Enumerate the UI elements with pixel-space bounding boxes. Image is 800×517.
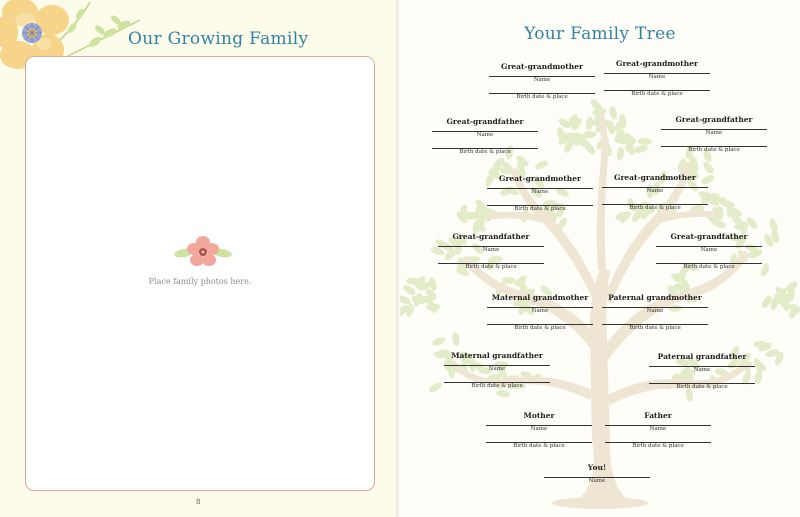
birth-caption: Birth date & place: [632, 443, 684, 449]
name-caption: Name: [488, 366, 506, 372]
leaf-icon: [608, 105, 618, 120]
name-caption: Name: [531, 189, 549, 195]
tree-entry: [656, 232, 762, 271]
leaf-icon: [633, 144, 648, 154]
relation-label: Great-grandfather: [446, 117, 524, 126]
tree-entry: [602, 293, 708, 332]
relation-label: Great-grandmother: [616, 59, 698, 68]
right-page: [400, 0, 800, 517]
leaf-icon: [534, 159, 550, 171]
tree-entry: [487, 174, 593, 213]
relation-label: Great-grandfather: [452, 232, 530, 241]
birth-caption: Birth date & place: [514, 206, 566, 212]
birth-caption: Birth date & place: [459, 149, 511, 155]
relation-label: Maternal grandmother: [491, 293, 589, 302]
relation-label: Great-grandmother: [499, 174, 581, 183]
leaf-icon: [754, 341, 768, 348]
relation-label: Father: [644, 411, 672, 420]
tree-entry: [486, 411, 592, 450]
tree-entry: [544, 463, 650, 485]
name-caption: Name: [533, 77, 551, 83]
leaf-icon: [616, 146, 625, 161]
tree-entry: [649, 352, 755, 391]
relation-label: Great-grandmother: [614, 173, 696, 182]
birth-caption: Birth date & place: [676, 384, 728, 390]
name-caption: Name: [530, 426, 548, 432]
birth-caption: Birth date & place: [471, 383, 523, 389]
name-caption: Name: [646, 188, 664, 194]
relation-label: Paternal grandfather: [657, 352, 747, 361]
birth-caption: Birth date & place: [513, 443, 565, 449]
tree-entry: [438, 232, 544, 271]
page-title: Our Growing Family: [128, 29, 309, 49]
leaf-icon: [637, 138, 651, 146]
photo-frame: [25, 56, 375, 491]
name-caption: Name: [646, 308, 664, 314]
tree-entry: [487, 293, 593, 332]
name-caption: Name: [649, 426, 667, 432]
leaf-icon: [428, 381, 444, 394]
left-page: [0, 0, 398, 517]
tree-entry: [444, 351, 550, 390]
birth-caption: Birth date & place: [631, 91, 683, 97]
tree-entry: [604, 59, 710, 98]
relation-label: Paternal grandmother: [608, 293, 702, 302]
page-number: 8: [196, 498, 201, 506]
tree-entry: [605, 411, 711, 450]
birth-caption: Birth date & place: [683, 264, 735, 270]
name-caption: Name: [700, 247, 718, 253]
photo-caption: Place family photos here.: [148, 277, 252, 286]
tree-entry: [432, 117, 538, 156]
relation-label: Great-grandmother: [501, 62, 583, 71]
name-caption: Name: [705, 130, 723, 136]
name-caption: Name: [482, 247, 500, 253]
relation-label: Maternal grandfather: [451, 351, 543, 360]
birth-caption: Birth date & place: [688, 147, 740, 153]
name-caption: Name: [648, 74, 666, 80]
name-caption: Name: [531, 308, 549, 314]
birth-caption: Birth date & place: [629, 205, 681, 211]
leaf-icon: [585, 116, 594, 131]
relation-label: Mother: [523, 411, 555, 420]
tree-entry: [661, 115, 767, 154]
leaf-icon: [402, 283, 417, 297]
page-title: Your Family Tree: [524, 24, 676, 44]
birth-caption: Birth date & place: [514, 325, 566, 331]
relation-label: Great-grandfather: [675, 115, 753, 124]
leaf-icon: [496, 389, 511, 399]
name-caption: Name: [476, 132, 494, 138]
birth-caption: Birth date & place: [516, 94, 568, 100]
name-caption: Name: [693, 367, 711, 373]
name-caption: Name: [588, 478, 606, 484]
tree-entry: [602, 173, 708, 212]
leaf-icon: [406, 278, 420, 285]
relation-label: Great-grandfather: [670, 232, 748, 241]
birth-caption: Birth date & place: [629, 325, 681, 331]
leaf-icon: [451, 332, 460, 347]
leaf-icon: [431, 335, 447, 347]
birth-caption: Birth date & place: [465, 264, 517, 270]
pink-flower-icon: [174, 235, 232, 269]
relation-label: You!: [587, 463, 607, 472]
tree-entry: [489, 62, 595, 101]
